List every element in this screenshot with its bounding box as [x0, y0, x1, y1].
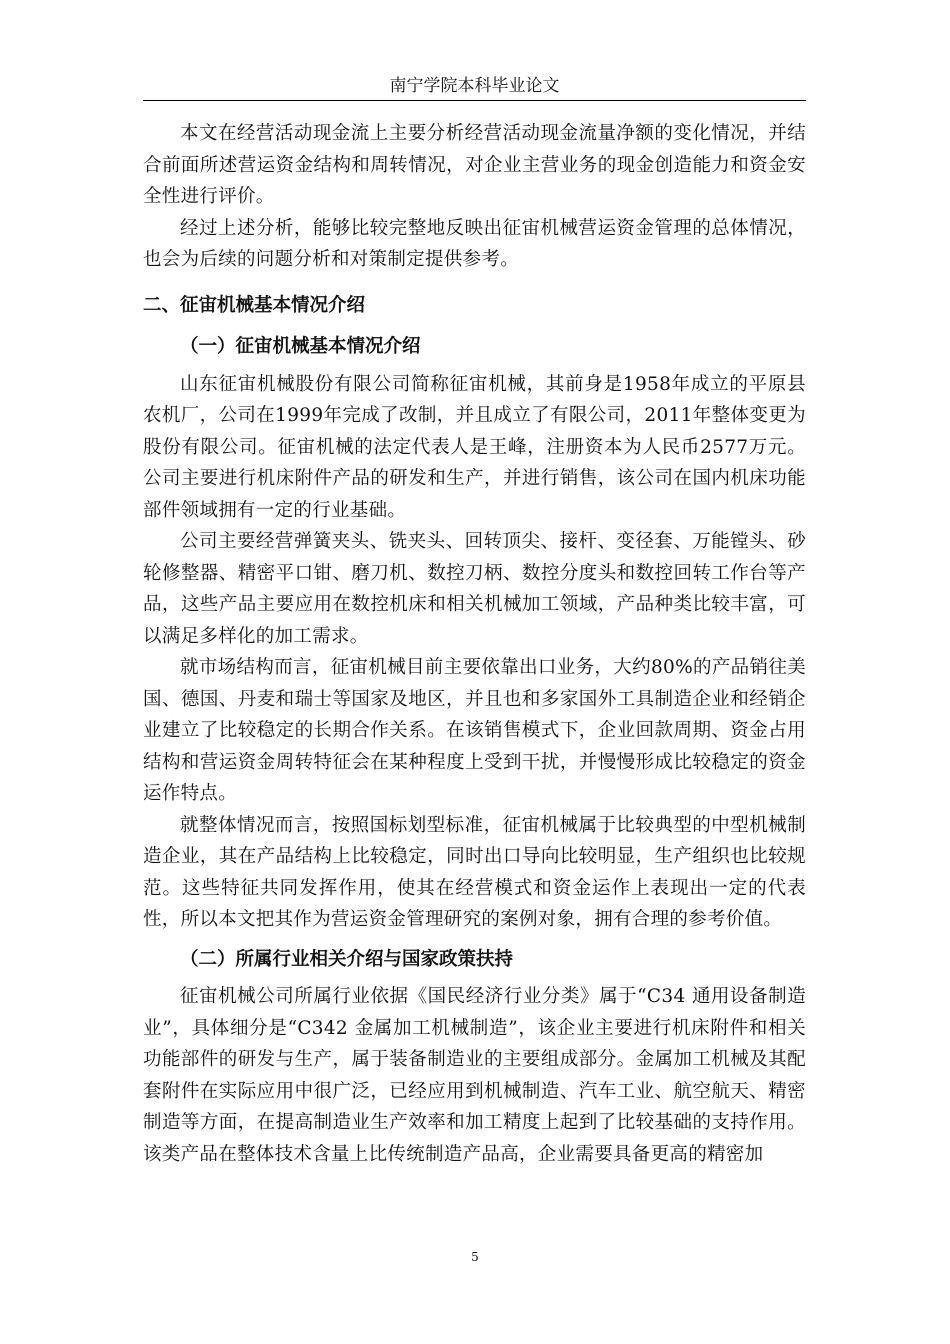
paragraph-cashflow-analysis: 本文在经营活动现金流上主要分析经营活动现金流量净额的变化情况，并结合前面所述营运资金结构和周转情况，对企业主营业务的现金创造能力和资金安全性进行评价。: [143, 123, 806, 207]
subsection-heading-basic-info: （一）征宙机械基本情况介绍: [180, 336, 421, 357]
paragraph-overall-situation: 就整体情况而言，按照国标划型标准，征宙机械属于比较典型的中型机械制造企业，其在产品结构上比较稳定，同时出口导向比较明显，生产组织也比较规范。这些特征共同发挥作用，使其在经营模式和资金运作上表现出一定的代表性，所以本文把其作为营运资金管理研究的案例对象，拥有合理的参考价值。: [143, 814, 806, 930]
header-divider: [143, 100, 806, 101]
paragraph-products: 公司主要经营弹簧夹头、铣夹头、回转顶尖、接杆、变径套、万能镗头、砂轮修整器、精密平口钳、磨刀机、数控刀柄、数控分度头和数控回转工作台等产品，这些产品主要应用在数控机床和相关机械加工领域，产品种类比较丰富，可以满足多样化的加工需求。: [143, 531, 806, 647]
page-body: [143, 118, 806, 1170]
subsection-heading-industry-policy: （二）所属行业相关介绍与国家政策扶持: [180, 948, 514, 970]
paragraph-industry-classification: 征宙机械公司所属行业依据《国民经济行业分类》属于“C34 通用设备制造业”，具体细分是“C342 金属加工机械制造”，该企业主要进行机床附件和相关功能部件的研发与生产，属于装备制造业的主要组成部分。金属加工机械及其配套附件在实际应用中很广泛，已经应用到机械制造、汽车工业、航空航天、精密制造等方面，在提高制造业生产效率和加工精度上起到了比较基础的支持作用。该类产品在整体技术含量上比传统制造产品高，企业需要具备更高的精密加: [143, 986, 806, 1165]
running-header: 南宁学院本科毕业论文: [389, 76, 560, 96]
page-number: 5: [471, 1250, 479, 1264]
section-heading: 二、征宙机械基本情况介绍: [143, 294, 366, 316]
paragraph-market-structure: 就市场结构而言，征宙机械目前主要依靠出口业务，大约80%的产品销往美国、德国、丹麦和瑞士等国家及地区，并且也和多家国外工具制造企业和经销企业建立了比较稳定的长期合作关系。在该销售模式下，企业回款周期、资金占用结构和营运资金周转特征会在某种程度上受到干扰，并慢慢形成比较稳定的资金运作特点。: [143, 657, 806, 804]
paragraph-company-history: 山东征宙机械股份有限公司简称征宙机械，其前身是1958年成立的平原县农机厂，公司在1999年完成了改制，并且成立了有限公司，2011年整体变更为股份有限公司。征宙机械的法定代表人是王峰，注册资本为人民币2577万元。公司主要进行机床附件产品的研发和生产，并进行销售，该公司在国内机床功能部件领域拥有一定的行业基础。: [143, 373, 806, 521]
paragraph-analysis-summary: 经过上述分析，能够比较完整地反映出征宙机械营运资金管理的总体情况，也会为后续的问题分析和对策制定提供参考。: [143, 217, 806, 270]
